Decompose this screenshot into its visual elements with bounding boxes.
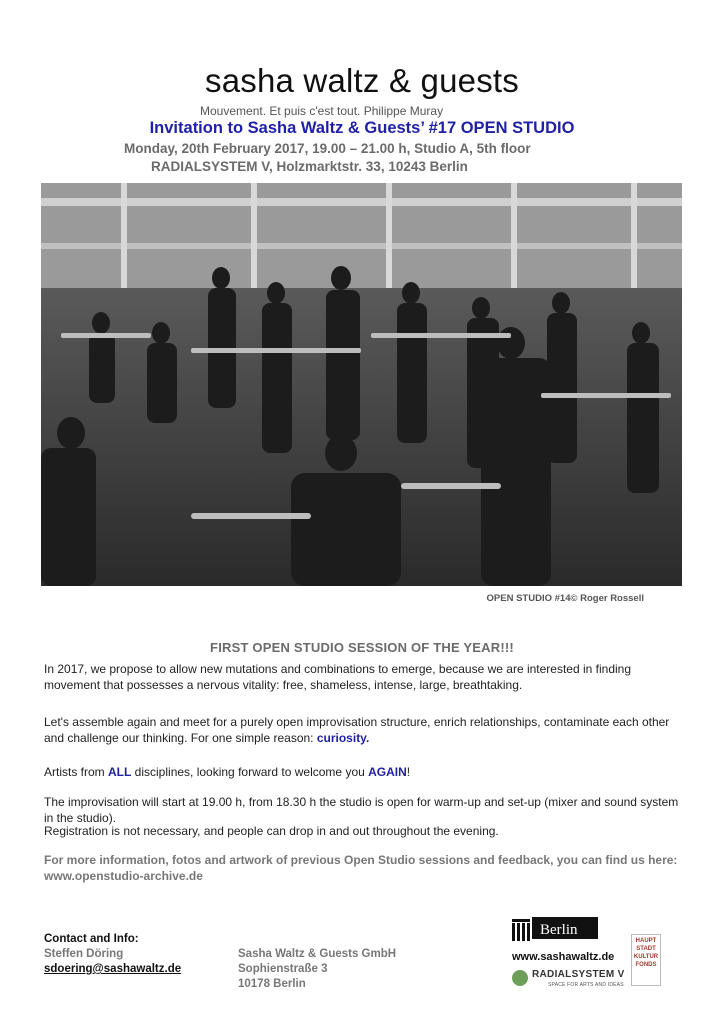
paragraph-registration: Registration is not necessary, and people can drop in and out throughout the evening. [44,824,499,838]
artists-text-c: disciplines, looking forward to welcome you [131,765,369,779]
event-venue: RADIALSYSTEM V, Holzmarktstr. 33, 10243 Berlin [151,159,468,174]
again-highlight: AGAIN [368,765,407,779]
website-link[interactable]: www.sashawaltz.de [512,951,615,963]
brand-title: sasha waltz & guests [205,62,519,99]
artists-text-a: Artists from [44,765,109,779]
paragraph-artists [44,764,684,780]
radialsystem-logo-icon [512,970,528,986]
contact-heading: Contact and Info: [44,933,139,945]
company-name: Sasha Waltz & Guests GmbH [238,948,397,960]
paragraph-intro: In 2017, we propose to allow new mutations and combinations to emerge, because we are interested in finding movement that possesses a nervous vitality: free, shameless, intense, large, breathtaking. [44,662,632,692]
company-city: 10178 Berlin [238,978,306,990]
hauptstadtkulturfonds-logo: HAUPT STADT KULTUR FONDS [631,934,661,986]
tagline: Mouvement. Et puis c'est tout. Philippe Muray [200,104,444,118]
berlin-logo-text: Berlin [540,922,578,938]
paragraph-assemble [44,714,684,746]
photo-caption: OPEN STUDIO #14© Roger Rossell [486,593,644,604]
dance-photo-illustration [41,183,682,586]
invitation-title: Invitation to Sasha Waltz & Guests’ #17 OPEN STUDIO [149,119,575,137]
curiosity-highlight: curiosity. [316,731,370,745]
section-headline: FIRST OPEN STUDIO SESSION OF THE YEAR!!! [210,640,514,655]
contact-name: Steffen Döring [44,948,124,960]
paragraph-start-time: The improvisation will start at 19.00 h, from 18.30 h the studio is open for warm-up and set-up (mixer and sound system in the studio). [44,795,679,825]
radialsystem-name: RADIALSYSTEM V [532,969,625,980]
more-info: For more information, fotos and artwork of previous Open Studio sessions and feedback, you can find us here: www.openstudio-archive.de [44,853,678,883]
contact-email-link[interactable]: sdoering@sashawaltz.de [44,963,182,975]
radialsystem-tagline: SPACE FOR ARTS AND IDEAS [548,982,624,988]
event-date: Monday, 20th February 2017, 19.00 – 21.00 h, Studio A, 5th floor [124,141,531,156]
dance-photo [41,183,682,586]
company-street: Sophienstraße 3 [238,963,328,975]
all-highlight: ALL [108,765,132,779]
berlin-logo-icon [512,917,600,945]
artists-text-e: ! [406,765,411,779]
paragraph-assemble-text: Let's assemble again and meet for a purely open improvisation structure, enrich relationships, contaminate each other and challenge our thinking. For one simple reason: [44,715,670,745]
